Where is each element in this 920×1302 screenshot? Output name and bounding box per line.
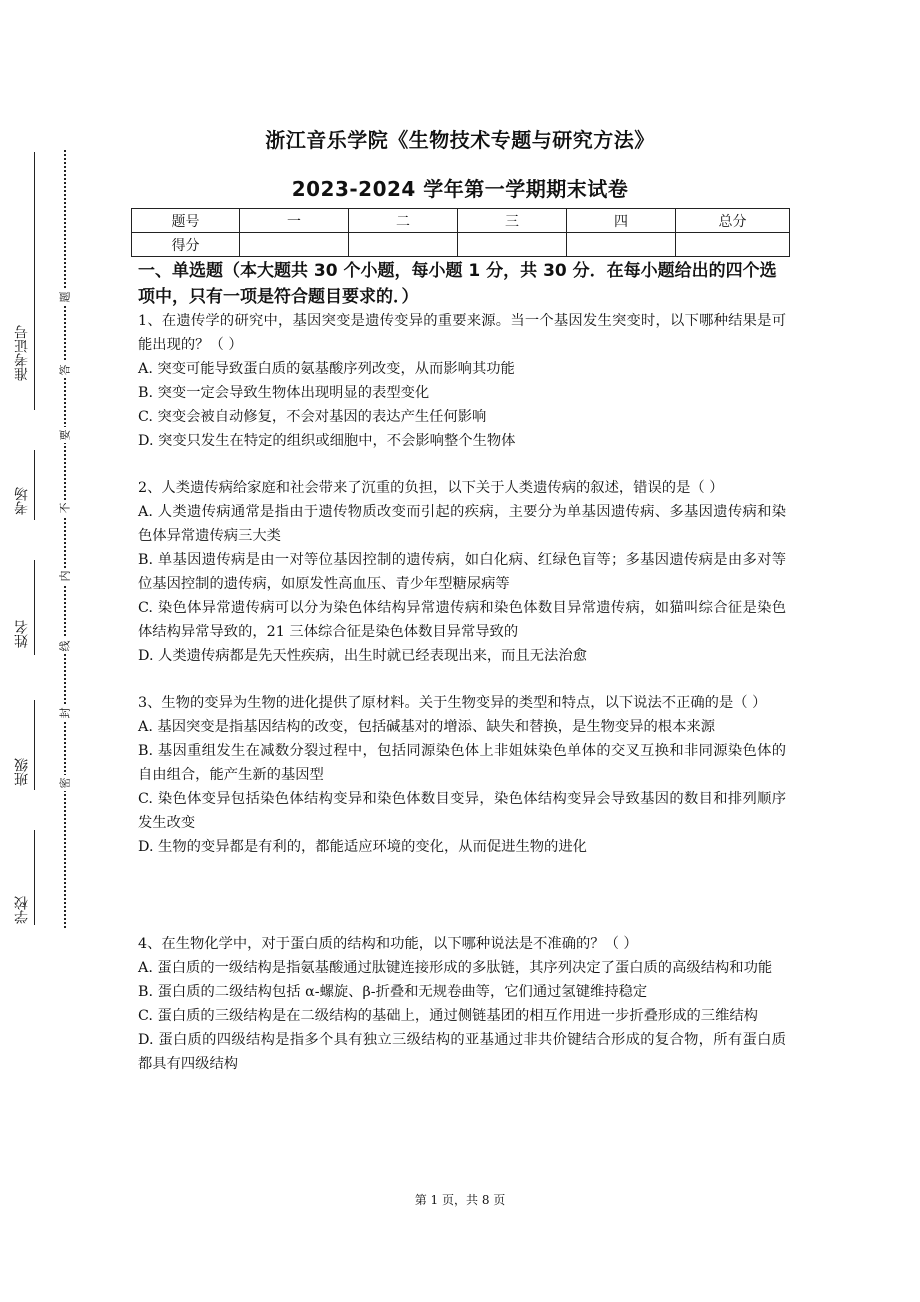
class-blank-line [34, 700, 35, 790]
question-block [138, 309, 786, 453]
option-d: D. 蛋白质的四级结构是指多个具有独立三级结构的亚基通过非共价键结合形成的复合物，所有蛋白质都具有四级结构 [138, 1032, 786, 1072]
question-stem: 3、生物的变异为生物的进化提供了原材料。关于生物变异的类型和特点，以下说法不正确的是（ ） [138, 695, 767, 711]
question-stem: 1、在遗传学的研究中，基因突变是遗传变异的重要来源。当一个基因发生突变时，以下哪种结果是可能出现的？（ ） [138, 313, 786, 353]
binding-label-class: 班级 [14, 758, 30, 786]
seal-char: 要 [57, 427, 73, 443]
seal-char: 不 [57, 500, 73, 516]
option-b: B. 基因重组发生在减数分裂过程中，包括同源染色体上非姐妹染色单体的交叉互换和非同源染色体的自由组合，能产生新的基因型 [138, 743, 786, 783]
question-block [138, 476, 786, 668]
seal-char: 线 [57, 638, 73, 654]
option-c: C. 突变会被自动修复，不会对基因的表达产生任何影响 [138, 409, 487, 425]
binding-label-exam-number: 准考证号 [14, 325, 30, 381]
exam-subtitle: 2023-2024 学年第一学期期末试卷 [291, 177, 629, 201]
seal-char: 题 [57, 289, 73, 305]
school-blank-line [34, 830, 35, 925]
option-b: B. 蛋白质的二级结构包括 α-螺旋、β-折叠和无规卷曲等，它们通过氢键维持稳定 [138, 984, 648, 1000]
option-d: D. 突变只发生在特定的组织或细胞中，不会影响整个生物体 [138, 433, 516, 449]
score-table [131, 208, 790, 257]
table-cell: 总分 [676, 209, 790, 233]
table-cell: 三 [458, 209, 567, 233]
binding-label-exam-room: 考场 [14, 487, 30, 515]
seal-dotted-line [64, 150, 66, 928]
option-a: A. 突变可能导致蛋白质的氨基酸序列改变，从而影响其功能 [138, 361, 515, 377]
table-cell: 题号 [132, 209, 240, 233]
score-table-header-row [132, 209, 790, 233]
option-c: C. 染色体异常遗传病可以分为染色体结构异常遗传病和染色体数目异常遗传病，如猫叫综合征是染色体结构异常导致的，21 三体综合征是染色体数目异常导致的 [138, 600, 786, 640]
seal-char: 封 [57, 705, 73, 721]
section-heading: 一、单选题（本大题共 30 个小题，每小题 1 分，共 30 分．在每小题给出的四个选项中，只有一项是符合题目要求的．） [138, 261, 777, 307]
question-stem: 4、在生物化学中，对于蛋白质的结构和功能，以下哪种说法是不准确的？（ ） [138, 936, 638, 952]
table-cell: 一 [240, 209, 349, 233]
score-input-cell [240, 233, 349, 257]
question-block [138, 932, 786, 1076]
option-c: C. 蛋白质的三级结构是在二级结构的基础上，通过侧链基团的相互作用进一步折叠形成的三维结构 [138, 1008, 758, 1024]
seal-char: 内 [57, 568, 73, 584]
score-input-cell [567, 233, 676, 257]
option-b: B. 突变一定会导致生物体出现明显的表型变化 [138, 385, 430, 401]
option-c: C. 染色体变异包括染色体结构变异和染色体数目变异，染色体结构变异会导致基因的数目和排列顺序发生改变 [138, 791, 786, 831]
seal-char: 答 [57, 362, 73, 378]
table-cell: 四 [567, 209, 676, 233]
option-a: A. 人类遗传病通常是指由于遗传物质改变而引起的疾病，主要分为单基因遗传病、多基因遗传病和染色体异常遗传病三大类 [138, 504, 786, 544]
option-a: A. 蛋白质的一级结构是指氨基酸通过肽键连接形成的多肽链，其序列决定了蛋白质的高级结构和功能 [138, 960, 773, 976]
name-blank-line [34, 560, 35, 655]
score-input-cell [458, 233, 567, 257]
option-a: A. 基因突变是指基因结构的改变，包括碱基对的增添、缺失和替换，是生物变异的根本来源 [138, 719, 715, 735]
score-table-score-row [132, 233, 790, 257]
question-block [138, 691, 786, 859]
score-input-cell [676, 233, 790, 257]
table-cell: 得分 [132, 233, 240, 257]
option-d: D. 人类遗传病都是先天性疾病，出生时就已经表现出来，而且无法治愈 [138, 648, 587, 664]
score-input-cell [349, 233, 458, 257]
exam-room-blank-line [34, 450, 35, 520]
exam-title: 浙江音乐学院《生物技术专题与研究方法》 [265, 128, 655, 152]
binding-label-name: 姓名 [14, 620, 30, 648]
option-d: D. 生物的变异都是有利的，都能适应环境的变化，从而促进生物的进化 [138, 839, 587, 855]
page-number: 第 1 页，共 8 页 [414, 1193, 506, 1207]
table-cell: 二 [349, 209, 458, 233]
seal-char: 密 [57, 775, 73, 791]
option-b: B. 单基因遗传病是由一对等位基因控制的遗传病，如白化病、红绿色盲等；多基因遗传病是由多对等位基因控制的遗传病，如原发性高血压、青少年型糖尿病等 [138, 552, 786, 592]
binding-label-school: 学校 [14, 896, 30, 924]
question-stem: 2、人类遗传病给家庭和社会带来了沉重的负担，以下关于人类遗传病的叙述，错误的是（ ） [138, 480, 724, 496]
